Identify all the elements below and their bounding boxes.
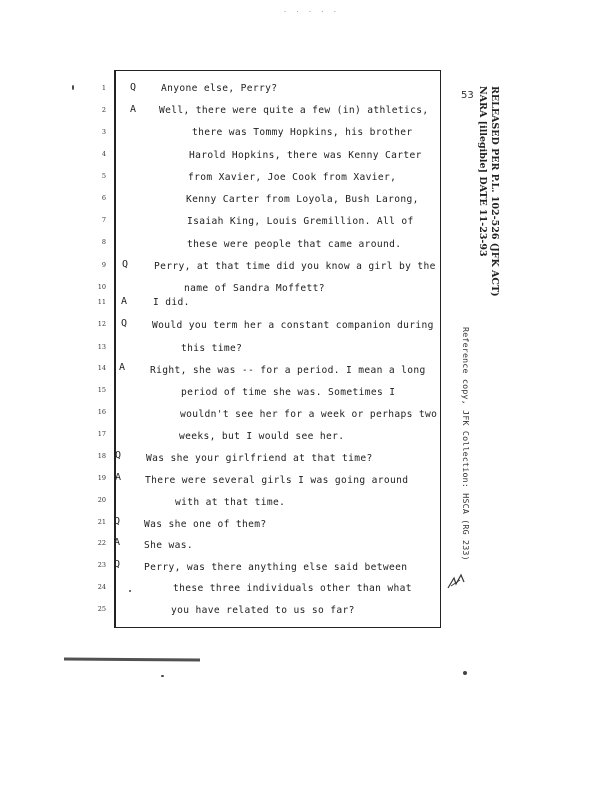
transcript-text: these were people that came around.: [187, 239, 402, 250]
reference-note: Reference copy, JFK Collection: HSCA (RG 233): [461, 327, 471, 561]
speaker-label: A: [119, 362, 126, 373]
line-number: 20: [97, 496, 106, 504]
transcript-text: wouldn't see her for a week or perhaps two: [180, 409, 438, 420]
line-number: 19: [97, 474, 106, 482]
transcript-text: Perry, was there anything else said between: [144, 562, 408, 573]
transcript-text: There were several girls I was going around: [145, 475, 409, 486]
scan-speck: [129, 590, 131, 592]
line-number: 18: [97, 452, 106, 460]
transcript-text: She was.: [144, 540, 194, 551]
transcript-text: Isaiah King, Louis Gremillion. All of: [187, 216, 414, 227]
speaker-label: A: [115, 472, 122, 483]
transcript-text: Right, she was -- for a period. I mean a long: [150, 365, 426, 376]
line-number: 10: [97, 283, 106, 291]
line-number: 22: [97, 539, 106, 547]
line-number: 13: [97, 343, 106, 351]
line-number: 23: [97, 561, 106, 569]
scan-speck: [161, 675, 164, 677]
release-stamp-line2: NARA [illegible] DATE 11-23-93: [477, 86, 488, 257]
transcript-text: you have related to us so far?: [171, 605, 355, 616]
transcript-text: this time?: [181, 343, 243, 354]
line-number: 14: [97, 364, 106, 372]
line-number: 6: [101, 194, 106, 202]
speaker-label: Q: [114, 559, 121, 570]
transcript-text: Was she your girlfriend at that time?: [146, 453, 373, 464]
line-number: 11: [97, 298, 106, 306]
line-number: 9: [101, 261, 106, 269]
line-number: 12: [97, 320, 106, 328]
transcript-text: Perry, at that time did you know a girl by the: [154, 261, 436, 272]
transcript-text: from Xavier, Joe Cook from Xavier,: [188, 172, 397, 183]
line-number: 24: [97, 583, 106, 591]
page-number: 53: [461, 90, 474, 101]
line-number: 2: [101, 106, 106, 114]
speaker-label: Q: [122, 259, 129, 270]
transcript-text: Was she one of them?: [144, 519, 267, 530]
transcript-text: there was Tommy Hopkins, his brother: [192, 127, 413, 138]
line-number: 7: [101, 216, 106, 224]
line-number: 16: [97, 408, 106, 416]
transcript-text: Kenny Carter from Loyola, Bush Larong,: [186, 194, 419, 205]
scan-artifact-line: [64, 658, 200, 662]
scan-speck: [72, 85, 74, 90]
handwritten-initials: [445, 570, 467, 592]
release-stamp: [477, 86, 500, 297]
transcript-text: with at that time.: [175, 497, 286, 508]
transcript-text: weeks, but I would see her.: [179, 431, 345, 442]
speaker-label: A: [114, 537, 121, 548]
speaker-label: A: [130, 104, 137, 115]
speaker-label: A: [121, 296, 128, 307]
transcript-text: Would you term her a constant companion during: [152, 320, 434, 331]
transcript-text: Well, there were quite a few (in) athletics,: [159, 105, 429, 116]
speaker-label: Q: [121, 318, 128, 329]
transcript-text: these three individuals other than what: [173, 583, 412, 594]
transcript-text: period of time she was. Sometimes I: [181, 387, 396, 398]
line-number: 4: [101, 150, 106, 158]
speaker-label: Q: [115, 450, 122, 461]
transcript-text: Harold Hopkins, there was Kenny Carter: [189, 150, 422, 161]
line-number: 15: [97, 386, 106, 394]
scan-marks: . . . . .: [283, 6, 339, 14]
line-number: 5: [101, 172, 106, 180]
release-stamp-line1: RELEASED PER P.L. 102-526 (JFK ACT): [489, 86, 500, 297]
transcript-text: name of Sandra Moffett?: [184, 283, 325, 294]
line-number: 17: [97, 430, 106, 438]
speaker-label: Q: [114, 516, 121, 527]
line-number: 21: [97, 518, 106, 526]
line-number: 1: [101, 84, 106, 92]
scan-speck: [463, 671, 467, 675]
transcript-text: Anyone else, Perry?: [161, 83, 278, 94]
line-number: 8: [101, 238, 106, 246]
line-number: 25: [97, 605, 106, 613]
transcript-text: I did.: [153, 297, 190, 308]
speaker-label: Q: [130, 82, 137, 93]
line-number: 3: [101, 128, 106, 136]
